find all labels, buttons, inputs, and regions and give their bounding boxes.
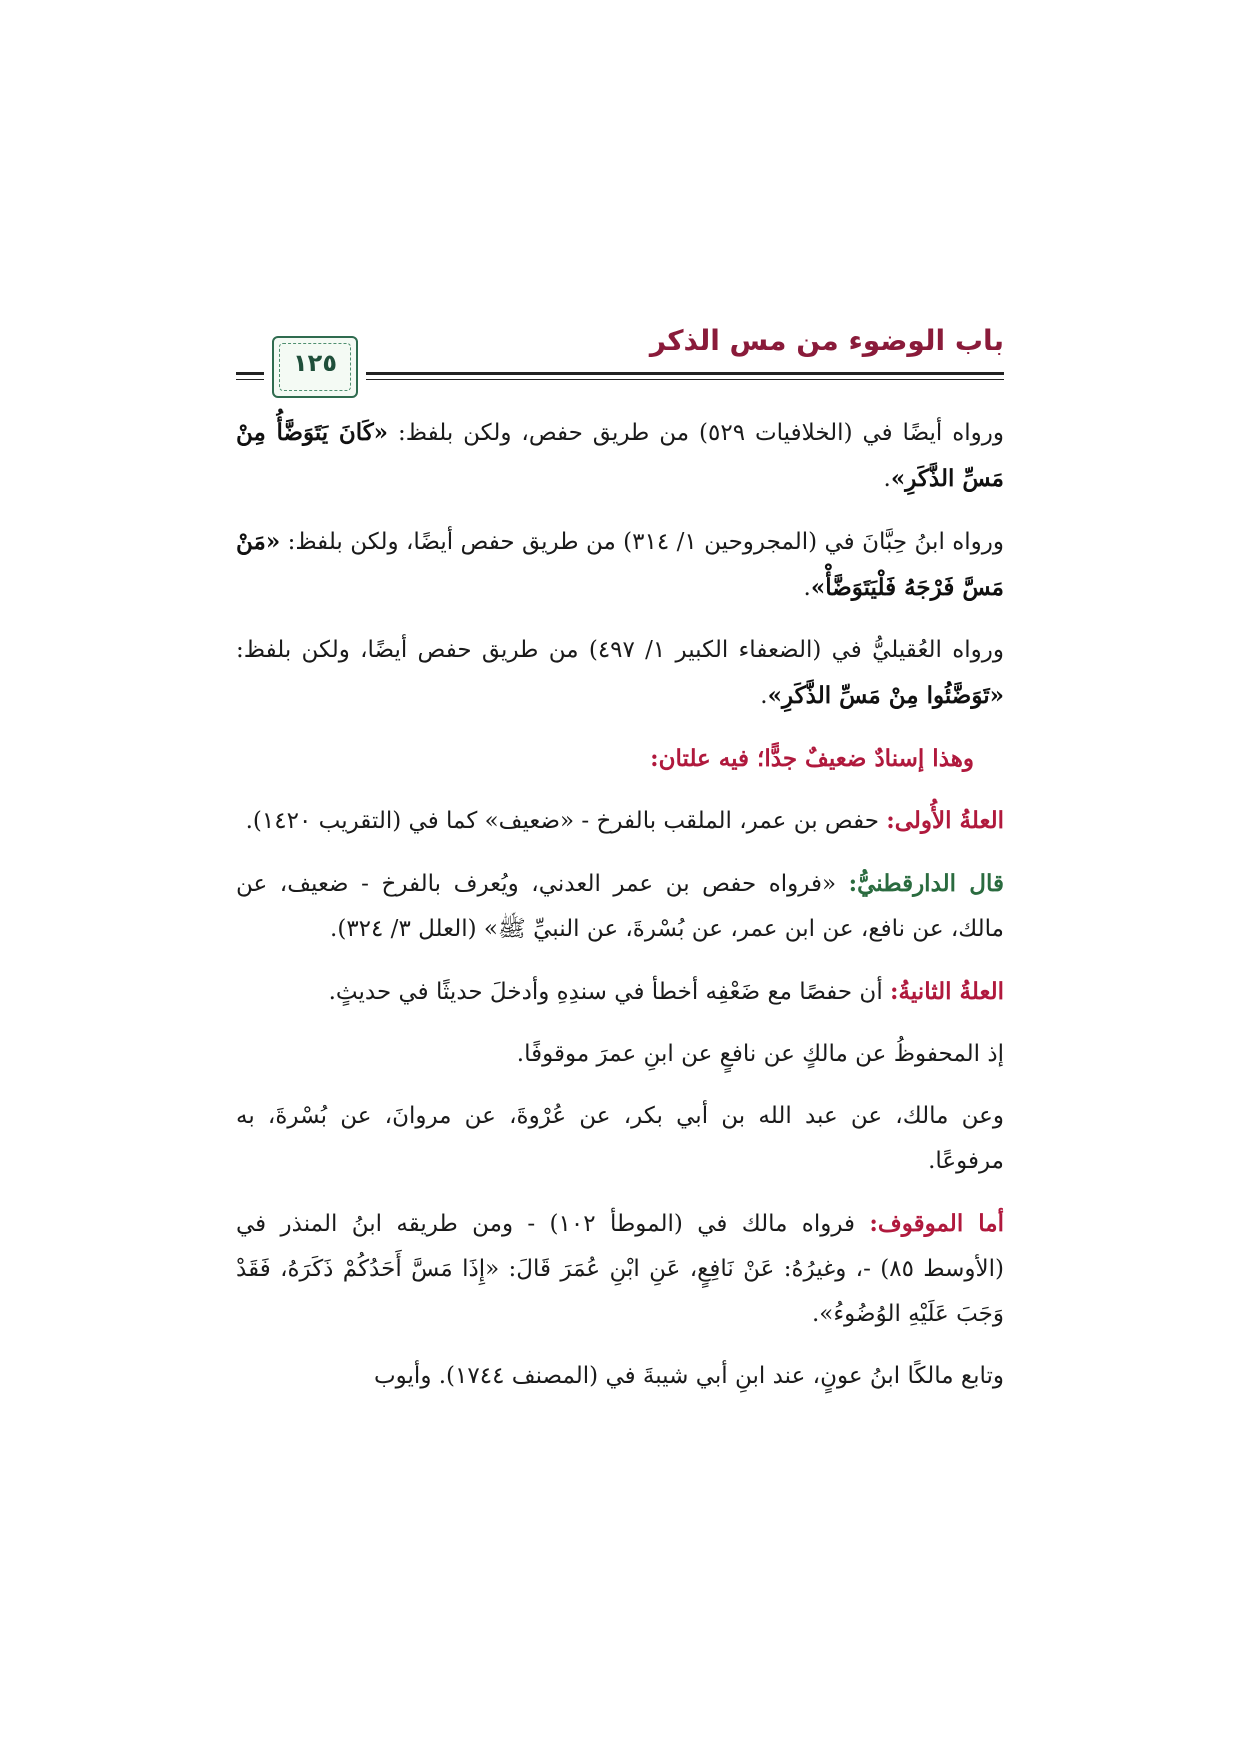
hadith-quote: «مَنْ مَسَّ فَرْجَهُ فَلْيَتَوَضَّأْ» [236, 528, 1004, 601]
paragraph-text: حفص بن عمر، الملقب بالفرخ - «ضعيف» كما في (التقريب ١٤٢٠). [245, 808, 887, 834]
mawquf-label: أما الموقوف: [869, 1210, 1004, 1237]
hadith-quote: «كَانَ يَتَوَضَّأُ مِنْ مَسِّ الذَّكَرِ» [236, 419, 1004, 492]
paragraph-majruhin [236, 519, 1004, 611]
page-number: ١٢٥ [293, 349, 337, 377]
paragraph-text: «فرواه حفص بن عمر العدني، ويُعرف بالفرخ - ضعيف، عن مالك، عن نافع، عن ابن عمر، عن بُسْرةَ، عن النبيِّ ﷺ» (العلل ٣/ ٣٢٤). [236, 871, 1004, 942]
paragraph-illah-1 [236, 798, 1004, 844]
paragraph-tail: . [760, 683, 768, 709]
daraqutni-label: قال الدارقطنيُّ: [848, 870, 1005, 897]
paragraph-mawquf [236, 1201, 1004, 1337]
paragraph-duafa [236, 628, 1004, 719]
paragraph-marwan: وعن مالك، عن عبد الله بن أبي بكر، عن عُرْوةَ، عن مروانَ، عن بُسْرةَ، به مرفوعًا. [236, 1103, 1004, 1174]
paragraph-mahfuz: إذ المحفوظُ عن مالكٍ عن نافعٍ عن ابنِ عمرَ موقوفًا. [516, 1041, 1004, 1067]
paragraph-daraqutni [236, 861, 1004, 952]
illah-1-label: العلةُ الأُولى: [886, 807, 1004, 834]
paragraph-khilafiyat [236, 410, 1004, 502]
paragraph-last: وتابع مالكًا ابنُ عونٍ، عند ابنِ أبي شيبةَ في (المصنف ١٧٤٤). وأيوب [374, 1363, 1004, 1389]
paragraph-tail: . [803, 575, 811, 601]
paragraph-tail: . [883, 466, 891, 492]
header-rule [366, 372, 1004, 380]
page-header [236, 316, 1004, 396]
paragraph-illah-2 [236, 969, 1004, 1015]
hadith-quote: «تَوَضَّئُوا مِنْ مَسِّ الذَّكَرِ» [767, 682, 1004, 709]
section-heading: وهذا إسنادٌ ضعيفٌ جدًّا؛ فيه علتان: [650, 745, 974, 772]
paragraph-text: أن حفصًا مع ضَعْفِه أخطأ في سندِهِ وأدخلَ حديثًا في حديثٍ. [328, 979, 891, 1005]
page-body [236, 410, 1004, 1416]
header-rule-left [236, 372, 264, 380]
illah-2-label: العلةُ الثانيةُ: [890, 978, 1004, 1005]
chapter-title: باب الوضوء من مس الذكر [649, 324, 1004, 357]
paragraph-text: ورواه أيضًا في (الخلافيات ٥٢٩) من طريق حفص، ولكن بلفظ: [388, 420, 1004, 446]
paragraph-text: ورواه العُقيليُّ في (الضعفاء الكبير ١/ ٤٩٧) من طريق حفص أيضًا، ولكن بلفظ: [236, 637, 1004, 663]
page-number-badge [272, 336, 358, 398]
paragraph-text: ورواه ابنُ حِبَّانَ في (المجروحين ١/ ٣١٤) من طريق حفص أيضًا، ولكن بلفظ: [280, 529, 1005, 555]
paragraph-text: فرواه مالك في (الموطأ ١٠٢) - ومن طريقه ابنُ المنذر في (الأوسط ٨٥) -، وغيرُهُ: عَنْ نَافِعٍ، عَنِ ابْنِ عُمَرَ قَالَ: «إِذَا مَسَّ أَحَدُكُمْ ذَكَرَهُ، فَقَدْ وَجَبَ عَلَيْهِ الوُضُوءُ». [236, 1211, 1004, 1327]
